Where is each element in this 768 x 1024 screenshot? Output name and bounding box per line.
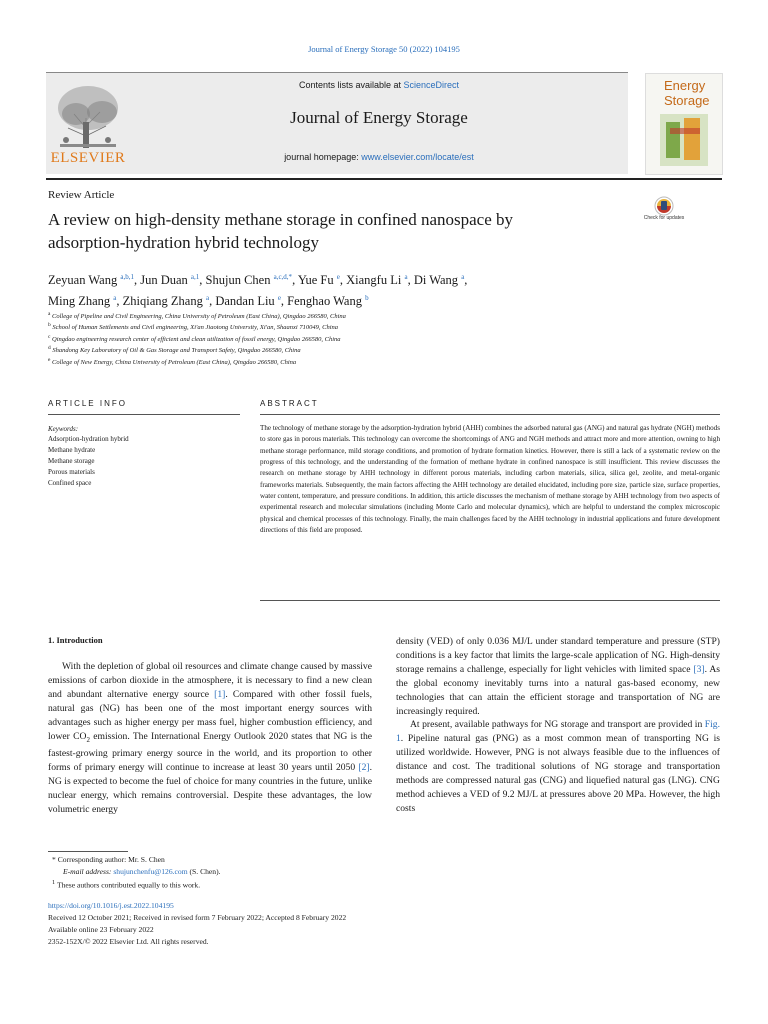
journal-cover-thumbnail[interactable]	[645, 73, 723, 175]
affiliation: $^a$ College of Pipeline and Civil Engineering, China University of Petroleum (East China), Qingdao 266580, China	[48, 311, 346, 321]
contents-line	[130, 80, 628, 90]
author[interactable]: Jun Duan $^{a,1}$	[140, 273, 200, 288]
affiliation: $^b$ School of Human Settlements and Civil engineering, Xi'an Jiaotong University, Xi'an, Shaanxi 710049, China	[48, 322, 339, 332]
abstract-rule	[260, 414, 720, 415]
homepage-link[interactable]: www.elsevier.com/locate/est	[361, 152, 474, 162]
cover-image	[660, 114, 708, 166]
keywords-label: Keywords:	[48, 425, 79, 433]
article-info-rule	[48, 414, 240, 415]
keyword: Adsorption-hydration hybrid	[48, 435, 129, 443]
footnote-rule	[48, 851, 128, 852]
email-link[interactable]: shujunchenfu@126.com	[113, 867, 188, 876]
journal-reference-link[interactable]: Journal of Energy Storage 50 (2022) 104195	[308, 44, 460, 54]
abstract-bottom-rule	[260, 600, 720, 601]
author[interactable]: Yue Fu $^e$	[297, 273, 340, 288]
citation-link[interactable]: [3]	[693, 663, 705, 675]
equal-contribution-note: $^1$ These authors contributed equally to this work.	[52, 879, 201, 890]
paragraph: At present, available pathways for NG storage and transport are provided in Fig. 1. Pipeline natural gas (PNG) as a most common mean of transporting NG is utilized worldwide. However, PNG is not always feasible due to the influences of distance and cost. The traditional solutions of NG storage and transportation methods are compressed natural gas (CNG) and liquefied natural gas (LNG). CNG method achieves a VED of 9.2 MJ/L at pressures above 20 MPa. However, the high costs	[396, 719, 720, 814]
elsevier-wordmark: ELSEVIER	[50, 150, 126, 166]
homepage-prefix: journal homepage:	[284, 152, 362, 162]
homepage-line	[130, 152, 628, 162]
check-for-updates-icon[interactable]	[646, 196, 682, 232]
author[interactable]: Shujun Chen $^{a,c,d,*}$	[205, 273, 293, 288]
affiliation: $^d$ Shandong Key Laboratory of Oil & Gas Storage and Transport Safety, Qingdao 266580, China	[48, 345, 301, 355]
introduction-heading: 1. Introduction	[48, 635, 103, 645]
keyword: Confined space	[48, 479, 92, 487]
citation-link[interactable]: [1]	[214, 688, 226, 700]
sciencedirect-link[interactable]: ScienceDirect	[403, 80, 460, 90]
article-title	[48, 208, 608, 254]
article-info-heading: ARTICLE INFO	[48, 399, 127, 408]
paragraph: With the depletion of global oil resources and climate change caused by massive emissions of carbon dioxide in the atmosphere, it is necessary to find a new clean and abundant alternative energy source [1]. Compared with other fossil fuels, natural gas (NG) has been one of the most important energy sources with advantages such as higher energy per mass fuel, higher combustion efficiency, and lower $CO_2$ emission. The International Energy Outlook 2020 states that NG is the fastest-growing primary energy source in the world, and its proportion to other forms of primary energy will continue to increase at least 30 years until 2050 [2]. NG is expected to become the fuel of choice for many countries in the future, unlike nuclear energy, which remains controversial. Despite these advantages, the low volumetric energy	[48, 661, 372, 815]
keyword: Porous materials	[48, 468, 95, 476]
author[interactable]: Xiangfu Li $^a$	[346, 273, 408, 288]
contents-prefix: Contents lists available at	[298, 80, 404, 90]
cover-title-storage: Storage	[664, 93, 710, 108]
corresponding-author-note: * Corresponding author: Mr. S. Chen	[52, 855, 165, 864]
figure-link[interactable]: Fig. 1	[396, 719, 720, 745]
author[interactable]: Zhiqiang Zhang $^a$	[122, 294, 210, 309]
author[interactable]: Zeyuan Wang $^{a,b,1}$	[48, 273, 134, 288]
paragraph: density (VED) of only 0.036 MJ/L under standard temperature and pressure (STP) conditions is a key factor that limits the large-scale application of NG. High-density storage remains a challenge, especially for light vehicles with limited space [3]. As the global economy inevitably turns into a natural gas-based economy, new technologies that can attain the efficient storage and transportation of NG are increasingly required.	[396, 636, 720, 717]
abstract-heading: ABSTRACT	[260, 399, 319, 408]
keyword: Methane storage	[48, 457, 95, 465]
author[interactable]: Di Wang $^a$	[413, 273, 465, 288]
email-note: E-mail address: shujunchenfu@126.com (S. Chen).	[63, 867, 221, 876]
journal-title: Journal of Energy Storage	[290, 108, 468, 127]
cover-title-energy: Energy	[664, 78, 706, 93]
affiliation: $^e$ College of New Energy, China University of Petroleum (East China), Qingdao 266580, China	[48, 357, 297, 367]
citation-link[interactable]: [2]	[358, 762, 370, 774]
author[interactable]: Fenghao Wang $^b$	[287, 294, 369, 309]
available-online: Available online 23 February 2022	[48, 925, 154, 934]
doi-link[interactable]: https://doi.org/10.1016/j.est.2022.104195	[48, 901, 174, 910]
body-column-right	[396, 635, 720, 816]
copyright: 2352-152X/© 2022 Elsevier Ltd. All rights reserved.	[48, 937, 209, 946]
affiliation: $^c$ Qingdao engineering research center of efficient and clean utilization of fossil energy, Qingdao 266580, China	[48, 334, 341, 344]
article-title-line-1: A review on high-density methane storage in confined nanospace by	[48, 210, 514, 229]
article-type: Review Article	[48, 189, 115, 201]
abstract-text: The technology of methane storage by the adsorption-hydration hybrid (AHH) combines the adsorbed natural gas (ANG) and natural gas hydrate (NGH) methods to store gas in porous materials. This technology can overcome the shortcomings of ANG and NGH methods and attract more and more attention, owning to high methane storage performance, mild storage conditions, and promotion of hydrate formation kinetics. However, there is still a lack of a systematic review on the progress of this technology, and the understanding of the formation of methane hydrate in confined nanospace is still insufficient. This review discusses the research on methane storage by AHH technology in different porous materials, including carbon materials, silica, silica gel, zeolite, and metal-organic frameworks materials. Subsequently, the main factors affecting the AHH technology are detailed elucidated, including pore size, particle size, surface properties, water content, temperature, and pressure conditions. In addition, this article discusses the mechanism of methane storage by AHH technology from two aspects of experimental research and molecular simulations (including Monte Carlo and molecular dynamics), which are helpful to understand the complex microscopic physical and chemical processes of this technology. Finally, the main challenges faced by the AHH technology in industrial applications and future development directions of this field are proposed.	[260, 424, 720, 535]
author[interactable]: Dandan Liu $^e$	[215, 294, 281, 309]
received-dates: Received 12 October 2021; Received in revised form 7 February 2022; Accepted 8 February 2022	[48, 913, 347, 922]
author[interactable]: Ming Zhang $^a$	[48, 294, 117, 309]
keyword: Methane hydrate	[48, 446, 96, 454]
header-bottom-rule	[46, 178, 722, 180]
article-title-line-2: adsorption-hydration hybrid technology	[48, 233, 320, 252]
author-list: Zeyuan Wang $^{a,b,1}$, Jun Duan $^{a,1}$, Shujun Chen $^{a,c,d,*}$, Yue Fu $^e$, Xiangfu Li $^a$, Di Wang $^a$, Ming Zhang $^a$, Zhiqiang Zhang $^a$, Dandan Liu $^e$, Fenghao Wang $^b$	[48, 273, 468, 309]
check-for-updates-label[interactable]: Check for updates	[643, 215, 685, 221]
body-column-left	[48, 660, 372, 817]
